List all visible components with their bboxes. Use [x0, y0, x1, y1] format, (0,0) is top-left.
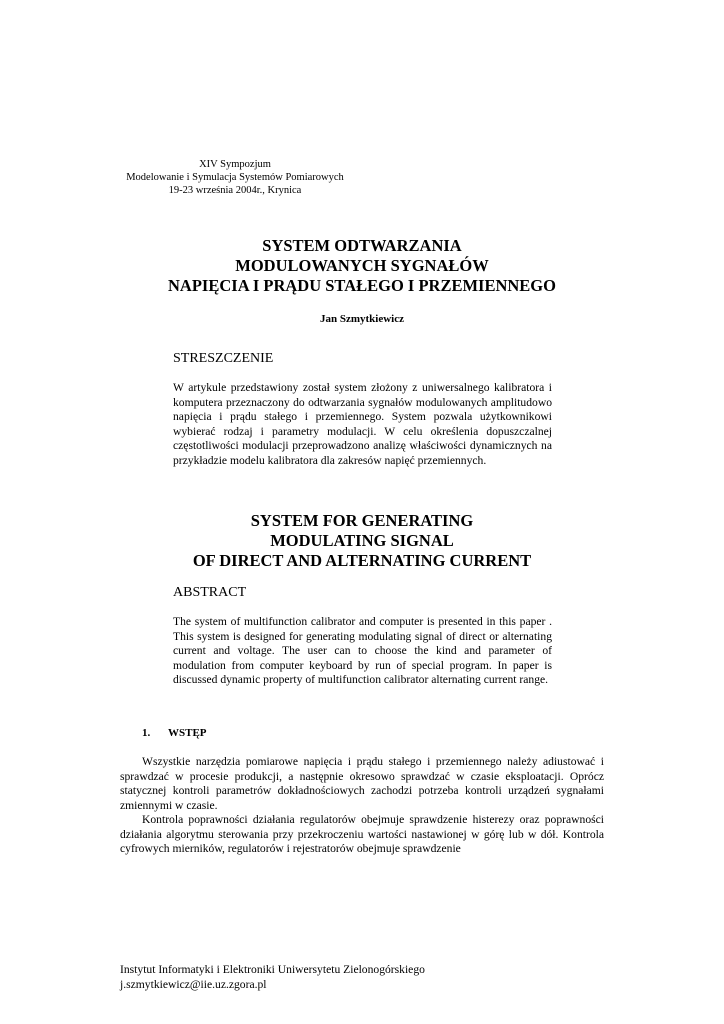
title-pl-line-3: NAPIĘCIA I PRĄDU STAŁEGO I PRZEMIENNEGO — [168, 276, 556, 295]
abstract-heading: ABSTRACT — [173, 585, 247, 600]
section-1-paragraph-2: Kontrola poprawności działania regulatorów obejmuje sprawdzenie histerezy oraz poprawności działania algorytmu sterowania przy przekroczeniu wartości nastawionej w górę lub w dół. Kontrola cyfrowych mierników, regulatorów i rejestratorów obejmuje sprawdzenie — [120, 813, 604, 855]
streszczenie-heading: STRESZCZENIE — [173, 351, 274, 366]
section-1-heading — [142, 727, 207, 739]
section-1-title: WSTĘP — [168, 727, 207, 739]
title-pl-line-1: SYSTEM ODTWARZANIA — [262, 236, 462, 255]
header-line-1: XIV Sympozjum — [199, 159, 271, 170]
header-line-3: 19-23 września 2004r., Krynica — [168, 185, 302, 196]
author: Jan Szmytkiewicz — [319, 313, 404, 325]
header-line-2: Modelowanie i Symulacja Systemów Pomiarowych — [126, 172, 344, 183]
section-1-paragraph-1: Wszystkie narzędzia pomiarowe napięcia i prądu stałego i przemiennego należy adiustować i sprawdzać w procesie produkcji, a następnie okresowo sprawdzać w czasie eksploatacji. Oprócz statycznej kontroli parametrów dokładnościowych zachodzi potrzeba kontroli urządzeń sygnałami zmiennymi w czasie. — [120, 755, 604, 812]
footer-affiliation — [120, 963, 425, 992]
title-en-line-1: SYSTEM FOR GENERATING — [250, 511, 474, 530]
title-en-line-2: MODULATING SIGNAL — [270, 531, 454, 550]
title-pl-line-2: MODULOWANYCH SYGNAŁÓW — [235, 256, 489, 275]
title-polish — [0, 236, 724, 296]
title-en-line-3: OF DIRECT AND ALTERNATING CURRENT — [192, 551, 532, 570]
title-english — [0, 511, 724, 571]
conference-header — [0, 158, 470, 197]
footer-institute: Instytut Informatyki i Elektroniki Uniwersytetu Zielonogórskiego — [120, 963, 425, 976]
abstract-text: The system of multifunction calibrator and computer is presented in this paper . This system is designed for generating modulating signal of direct or alternating current and voltage. The user can to choose the kind and parameter of modulation from computer keyboard by run of special program. In paper is discussed dynamic property of multifunction calibrator alternating current range. — [173, 615, 552, 686]
footer-email: j.szmytkiewicz@iie.uz.zgora.pl — [120, 977, 267, 991]
streszczenie-text: W artykule przedstawiony został system złożony z uniwersalnego kalibratora i komputera przeznaczony do odtwarzania sygnałów modulowanych amplitudowo napięcia i prądu stałego i przemiennego. System pozwala użytkownikowi wybierać rodzaj i parametry modulacji. W celu określenia dopuszczalnej częstotliwości modulacji przeprowadzono analizę właściwości dynamicznych na przykładzie modelu kalibratora dla zakresów napięć przemiennych. — [173, 381, 552, 467]
section-1-body — [120, 755, 604, 857]
section-1-number: 1. — [142, 727, 151, 739]
